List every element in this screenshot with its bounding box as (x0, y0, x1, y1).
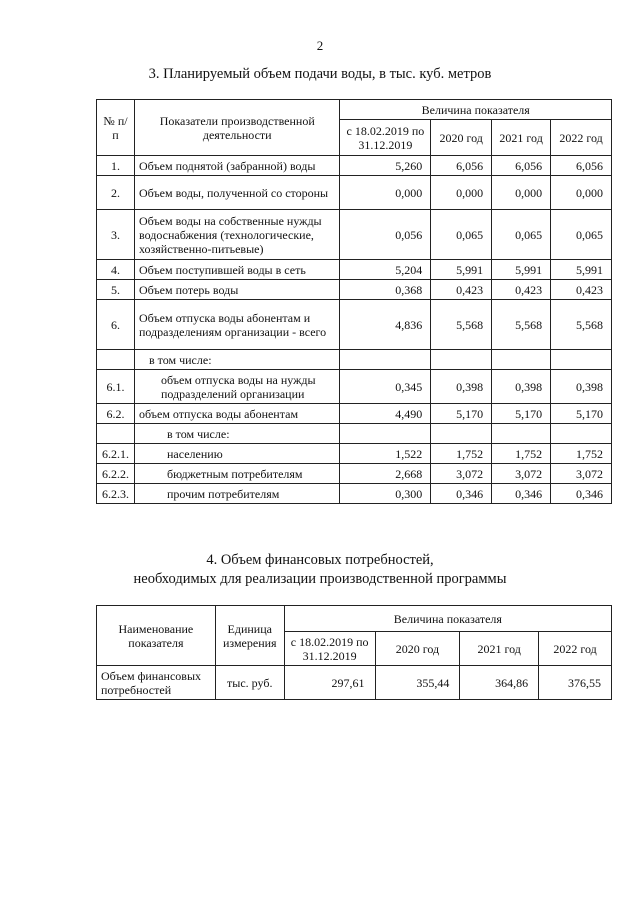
row-name: Объем воды на собственные нужды водоснабжения (технологические, хозяйственно-питьевые) (134, 210, 339, 260)
table-header-row (97, 606, 612, 632)
row-unit: тыс. руб. (215, 666, 284, 700)
table-row (97, 424, 612, 444)
water-supply-table (96, 99, 612, 504)
row-value: 6,056 (492, 156, 551, 176)
row-value: 297,61 (284, 666, 375, 700)
header-name: Наименование показателя (97, 606, 216, 666)
header-period: 2021 год (460, 632, 539, 666)
row-value: 0,346 (492, 484, 551, 504)
row-value: 0,345 (340, 370, 431, 404)
row-value: 0,368 (340, 280, 431, 300)
table-row (97, 280, 612, 300)
row-num: 6. (97, 300, 135, 350)
header-period: 2022 год (551, 120, 612, 156)
header-period: с 18.02.2019 по 31.12.2019 (340, 120, 431, 156)
header-period: 2020 год (431, 120, 492, 156)
table-row (97, 300, 612, 350)
row-name: Объем отпуска воды абонентам и подразделениям организации - всего (134, 300, 339, 350)
header-num: № п/п (97, 100, 135, 156)
row-num: 6.2.1. (97, 444, 135, 464)
row-num: 2. (97, 176, 135, 210)
row-value: 0,346 (551, 484, 612, 504)
table-row (97, 370, 612, 404)
row-value: 1,752 (431, 444, 492, 464)
row-value: 0,346 (431, 484, 492, 504)
row-num: 6.2. (97, 404, 135, 424)
row-name: в том числе: (134, 424, 339, 444)
row-value (551, 424, 612, 444)
row-value: 1,522 (340, 444, 431, 464)
table-row (97, 156, 612, 176)
row-name: объем отпуска воды абонентам (134, 404, 339, 424)
table-row (97, 666, 612, 700)
row-num: 5. (97, 280, 135, 300)
row-value: 0,056 (340, 210, 431, 260)
row-name: Объем воды, полученной со стороны (134, 176, 339, 210)
header-period: 2021 год (492, 120, 551, 156)
row-value: 1,752 (551, 444, 612, 464)
row-value (340, 350, 431, 370)
header-period: 2020 год (375, 632, 460, 666)
row-value: 0,065 (431, 210, 492, 260)
row-value: 5,991 (431, 260, 492, 280)
row-value: 4,490 (340, 404, 431, 424)
row-value: 0,000 (551, 176, 612, 210)
row-value: 0,423 (431, 280, 492, 300)
table-row (97, 260, 612, 280)
row-value: 376,55 (539, 666, 612, 700)
row-value (431, 424, 492, 444)
row-value: 355,44 (375, 666, 460, 700)
page-number: 2 (316, 38, 324, 53)
row-value: 364,86 (460, 666, 539, 700)
row-value: 0,065 (551, 210, 612, 260)
row-name: Объем потерь воды (134, 280, 339, 300)
row-value: 5,204 (340, 260, 431, 280)
row-value: 0,398 (551, 370, 612, 404)
row-value: 0,423 (551, 280, 612, 300)
row-name: объем отпуска воды на нужды подразделений организации (134, 370, 339, 404)
row-name: Объем поступившей воды в сеть (134, 260, 339, 280)
row-num (97, 424, 135, 444)
row-value: 5,170 (492, 404, 551, 424)
section-4-title-line2: необходимых для реализации производственной программы (133, 571, 507, 587)
row-value: 5,568 (551, 300, 612, 350)
table-row (97, 210, 612, 260)
header-value-group: Величина показателя (284, 606, 611, 632)
row-value: 0,000 (340, 176, 431, 210)
row-value: 2,668 (340, 464, 431, 484)
row-num (97, 350, 135, 370)
row-value: 0,398 (431, 370, 492, 404)
row-value: 5,568 (431, 300, 492, 350)
row-name: населению (134, 444, 339, 464)
row-value: 3,072 (551, 464, 612, 484)
row-num: 6.1. (97, 370, 135, 404)
section-3-title: 3. Планируемый объем подачи воды, в тыс. куб. метров (148, 66, 492, 82)
row-value: 5,260 (340, 156, 431, 176)
row-num: 4. (97, 260, 135, 280)
row-value (551, 350, 612, 370)
header-period: с 18.02.2019 по 31.12.2019 (284, 632, 375, 666)
row-value: 0,300 (340, 484, 431, 504)
header-period: 2022 год (539, 632, 612, 666)
table-row (97, 404, 612, 424)
table-row (97, 484, 612, 504)
table-row (97, 350, 612, 370)
row-value (492, 424, 551, 444)
table-row (97, 464, 612, 484)
header-indicator: Показатели производственной деятельности (134, 100, 339, 156)
table-header-row (97, 100, 612, 120)
row-value: 0,000 (492, 176, 551, 210)
header-value-group: Величина показателя (340, 100, 612, 120)
row-name: Объем финансовых потребностей (97, 666, 216, 700)
row-name: бюджетным потребителям (134, 464, 339, 484)
row-name: Объем поднятой (забранной) воды (134, 156, 339, 176)
row-value: 0,398 (492, 370, 551, 404)
row-value (431, 350, 492, 370)
row-value: 6,056 (551, 156, 612, 176)
table-row (97, 176, 612, 210)
row-value: 3,072 (492, 464, 551, 484)
row-value: 4,836 (340, 300, 431, 350)
row-value: 6,056 (431, 156, 492, 176)
row-value (492, 350, 551, 370)
row-num: 1. (97, 156, 135, 176)
row-num: 6.2.3. (97, 484, 135, 504)
row-value: 5,991 (551, 260, 612, 280)
row-name: прочим потребителям (134, 484, 339, 504)
row-value: 5,170 (431, 404, 492, 424)
header-unit: Единица измерения (215, 606, 284, 666)
row-value: 5,568 (492, 300, 551, 350)
row-name: в том числе: (134, 350, 339, 370)
row-value: 0,423 (492, 280, 551, 300)
table-row (97, 444, 612, 464)
row-value: 0,065 (492, 210, 551, 260)
row-value: 0,000 (431, 176, 492, 210)
row-value: 3,072 (431, 464, 492, 484)
row-num: 3. (97, 210, 135, 260)
financial-needs-table (96, 605, 612, 700)
section-4-title-line1: 4. Объем финансовых потребностей, (206, 552, 434, 568)
section-4-title (0, 551, 640, 589)
row-num: 6.2.2. (97, 464, 135, 484)
row-value: 1,752 (492, 444, 551, 464)
row-value: 5,170 (551, 404, 612, 424)
row-value (340, 424, 431, 444)
row-value: 5,991 (492, 260, 551, 280)
